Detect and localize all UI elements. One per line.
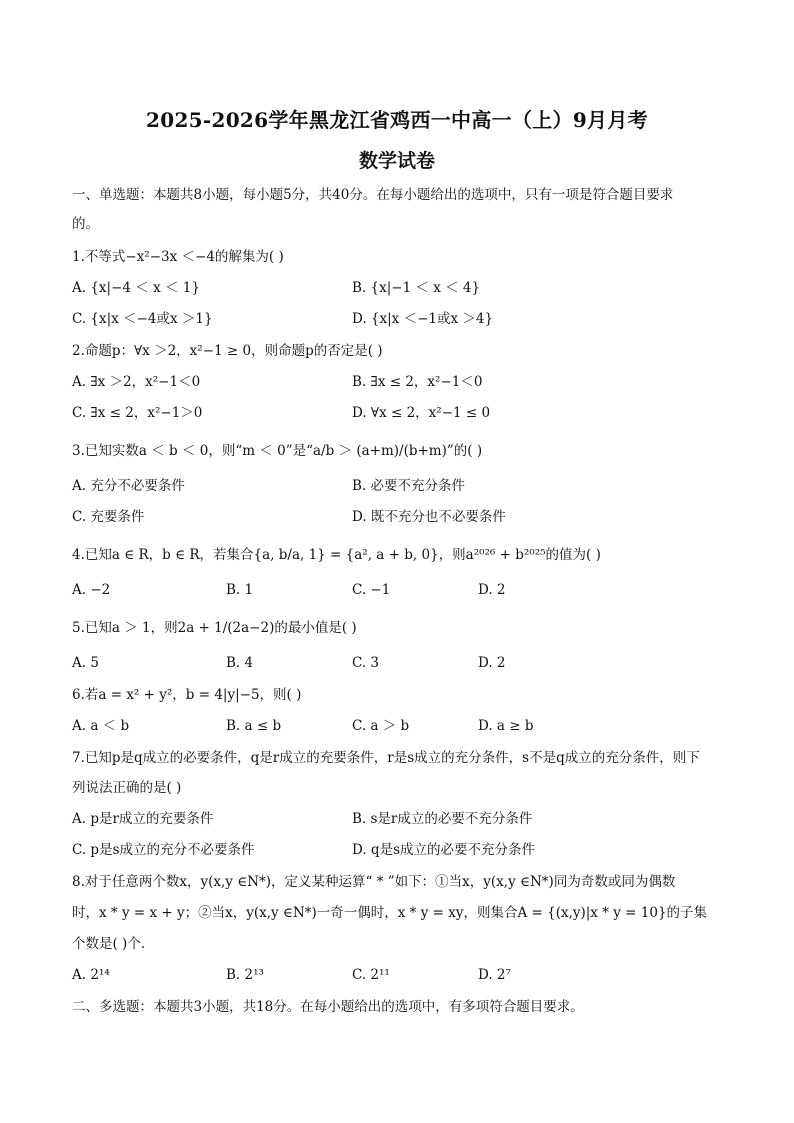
- question-8-option-a: A. 2¹⁴: [72, 967, 110, 983]
- section2-heading: 二、多选题：本题共3小题，共18分。在每小题给出的选项中，有多项符合题目要求。: [72, 999, 584, 1015]
- question-4-stem: 4.已知a ∈ R，b ∈ R，若集合{a, b/a, 1} = {a², a + b, 0}，则a²⁰²⁶ + b²⁰²⁵的值为( ): [72, 547, 601, 563]
- question-7-stem-line2: 列说法正确的是( ): [72, 780, 182, 796]
- question-4-option-c: C. −1: [352, 582, 391, 598]
- question-6-option-a: A. a ＜ b: [72, 718, 130, 734]
- exam-subtitle: 数学试卷: [358, 150, 435, 172]
- question-1-option-a: A. {x|−4 ＜ x ＜ 1}: [72, 280, 200, 296]
- question-3-option-b: B. 必要不充分条件: [352, 478, 466, 494]
- question-2-stem: 2.命题p：∀x ＞2，x²−1 ≥ 0，则命题p的否定是( ): [72, 343, 383, 359]
- question-2-option-d: D. ∀x ≤ 2，x²−1 ≤ 0: [352, 405, 491, 421]
- question-5-option-c: C. 3: [352, 655, 380, 671]
- question-4-option-a: A. −2: [72, 582, 111, 598]
- question-7-option-b: B. s是r成立的必要不充分条件: [352, 811, 533, 827]
- question-3-option-c: C. 充要条件: [72, 509, 145, 525]
- question-5-stem: 5.已知a ＞ 1，则2a + 1/(2a−2)的最小值是( ): [72, 620, 357, 636]
- question-2-option-a: A. ∃x ＞2，x²−1＜0: [72, 374, 201, 390]
- question-5-option-a: A. 5: [72, 655, 99, 671]
- question-5-option-b: B. 4: [226, 655, 254, 671]
- question-6-option-c: C. a ＞ b: [352, 718, 410, 734]
- question-8-option-d: D. 2⁷: [478, 967, 511, 983]
- question-5-option-d: D. 2: [478, 655, 506, 671]
- question-1-option-d: D. {x|x ＜−1或x ＞4}: [352, 311, 494, 327]
- question-7-option-a: A. p是r成立的充要条件: [72, 811, 214, 827]
- question-2-option-b: B. ∃x ≤ 2，x²−1＜0: [352, 374, 483, 390]
- section1-heading: 一、单选题：本题共8小题，每小题5分，共40分。在每小题给出的选项中，只有一项是符合题目要求: [72, 187, 674, 203]
- question-8-stem-line3: 个数是( )个.: [72, 936, 146, 952]
- question-7-stem-line1: 7.已知p是q成立的必要条件，q是r成立的充要条件，r是s成立的充分条件，s不是q成立的充分条件，则下: [72, 750, 700, 766]
- question-6-option-d: D. a ≥ b: [478, 718, 534, 734]
- question-8-stem-line2: 时，x * y = x + y；②当x，y(x,y ∈N*)一奇一偶时，x * y = xy，则集合A = {(x,y)|x * y = 10}的子集: [72, 905, 708, 921]
- question-6-stem: 6.若a = x² + y²，b = 4|y|−5，则( ): [72, 687, 302, 703]
- question-7-option-c: C. p是s成立的充分不必要条件: [72, 842, 255, 858]
- question-8-option-c: C. 2¹¹: [352, 967, 390, 983]
- exam-title: 2025-2026学年黑龙江省鸡西一中高一（上）9月月考: [146, 108, 648, 132]
- question-7-option-d: D. q是s成立的必要不充分条件: [352, 842, 535, 858]
- question-3-option-d: D. 既不充分也不必要条件: [352, 509, 506, 525]
- section1-heading-cont: 的。: [72, 216, 99, 232]
- question-3-option-a: A. 充分不必要条件: [72, 478, 185, 494]
- question-6-option-b: B. a ≤ b: [226, 718, 282, 734]
- question-4-option-b: B. 1: [226, 582, 254, 598]
- question-1-option-b: B. {x|−1 ＜ x ＜ 4}: [352, 280, 481, 296]
- question-1-stem: 1.不等式−x²−3x ＜−4的解集为( ): [72, 249, 284, 265]
- question-4-option-d: D. 2: [478, 582, 506, 598]
- question-3-stem: 3.已知实数a ＜ b ＜ 0，则“m ＜ 0”是“a/b ＞ (a+m)/(b+m)”的( ): [72, 443, 483, 459]
- question-1-option-c: C. {x|x ＜−4或x ＞1}: [72, 311, 213, 327]
- question-8-option-b: B. 2¹³: [226, 967, 264, 983]
- question-2-option-c: C. ∃x ≤ 2，x²−1＞0: [72, 405, 203, 421]
- question-8-stem-line1: 8.对于任意两个数x，y(x,y ∈N*)，定义某种运算“ * ”如下：①当x，y(x,y ∈N*)同为奇数或同为偶数: [72, 874, 676, 890]
